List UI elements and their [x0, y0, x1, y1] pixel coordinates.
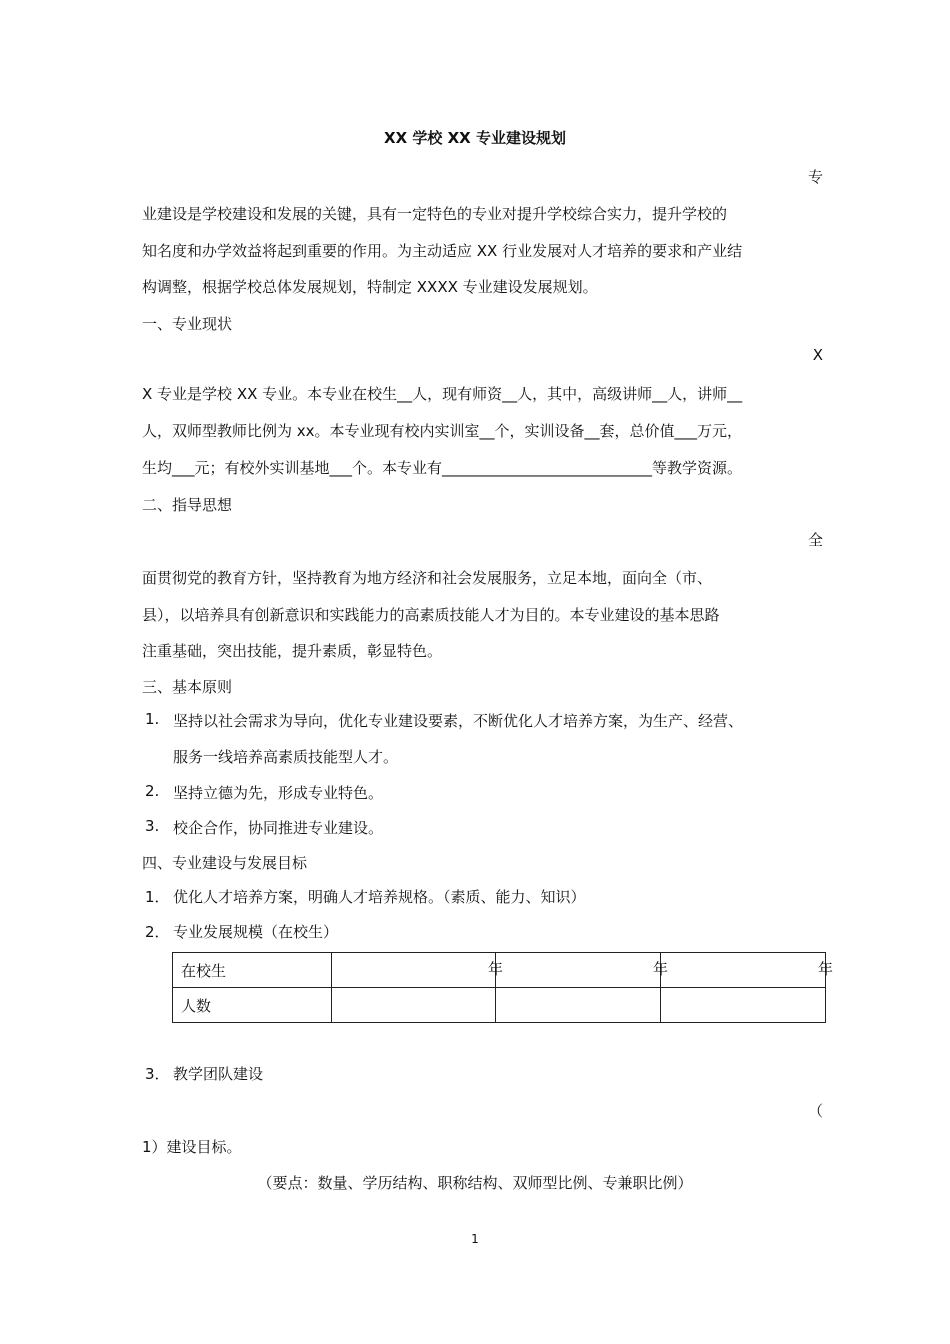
table-row	[173, 988, 826, 1023]
list-item: 校企合作，协同推进专业建设。	[173, 819, 384, 837]
sub-heading: 1）建设目标。	[142, 1138, 242, 1156]
s2-line: 面贯彻党的教育方针，坚持教育为地方经济和社会发展服务，立足本地，面向全（市、	[142, 569, 713, 587]
intro-first-char: 专	[807, 168, 823, 186]
list-item-continuation: 服务一线培养高素质技能型人才。	[173, 748, 399, 766]
s1-first-char: X	[812, 346, 823, 364]
list-number: 1.	[145, 710, 160, 728]
table-cell	[332, 988, 496, 1023]
sub-first-char: （	[807, 1102, 823, 1120]
table-cell-year	[661, 953, 833, 988]
s1-line: 人，双师型教师比例为 xx。本专业现有校内实训室__个，实训设备__套，总价值___万元，	[142, 422, 743, 440]
enrollment-table	[172, 952, 833, 1023]
list-number: 3．	[145, 1065, 170, 1083]
section-heading: 二、指导思想	[142, 496, 233, 514]
table-cell-year	[496, 953, 668, 988]
table-row	[173, 953, 826, 988]
list-item: 坚持以社会需求为导向，优化专业建设要素，不断优化人才培养方案，为生产、经营、	[173, 712, 744, 730]
list-item: 优化人才培养方案，明确人才培养规格。（素质、能力、知识）	[173, 888, 586, 906]
list-item: 坚持立德为先，形成专业特色。	[173, 784, 384, 802]
s2-first-char: 全	[807, 531, 823, 549]
s2-line: 县），以培养具有创新意识和实践能力的高素质技能人才为目的。本专业建设的基本思路	[142, 606, 720, 624]
list-item: 教学团队建设	[173, 1065, 264, 1083]
list-number: 2．	[145, 923, 170, 941]
list-number: 1．	[145, 888, 170, 906]
section-heading: 一、专业现状	[142, 315, 233, 333]
sub-note: （要点：数量、学历结构、职称结构、双师型比例、专兼职比例）	[257, 1174, 693, 1192]
year-label: 年	[817, 960, 833, 978]
s1-line: X 专业是学校 XX 专业。本专业在校生__人，现有师资__人，其中，高级讲师__人，讲师__	[142, 385, 743, 403]
list-number: 2.	[145, 782, 160, 800]
table-cell	[496, 988, 661, 1023]
doc-title: XX 学校 XX 专业建设规划	[384, 129, 566, 147]
section-heading: 四、专业建设与发展目标	[142, 854, 308, 872]
year-label: 年	[652, 960, 668, 978]
year-label: 年	[487, 960, 503, 978]
list-number: 3.	[145, 817, 160, 835]
list-item: 专业发展规模（在校生）	[173, 923, 339, 941]
table-cell: 人数	[173, 988, 332, 1023]
table-cell-year	[332, 953, 503, 988]
table-cell: 在校生	[173, 953, 332, 988]
s2-line: 注重基础，突出技能，提升素质，彰显特色。	[142, 642, 443, 660]
intro-line: 业建设是学校建设和发展的关键，具有一定特色的专业对提升学校综合实力，提升学校的	[142, 205, 728, 223]
page-number: 1	[471, 1232, 479, 1246]
table-cell	[661, 988, 826, 1023]
intro-line: 构调整，根据学校总体发展规划，特制定 XXXX 专业建设发展规划。	[142, 278, 598, 296]
intro-line: 知名度和办学效益将起到重要的作用。为主动适应 XX 行业发展对人才培养的要求和产业结	[142, 242, 743, 260]
s1-line: 生均___元；有校外实训基地___个。本专业有____________________________等教学资源。	[142, 459, 743, 477]
section-heading: 三、基本原则	[142, 678, 233, 696]
